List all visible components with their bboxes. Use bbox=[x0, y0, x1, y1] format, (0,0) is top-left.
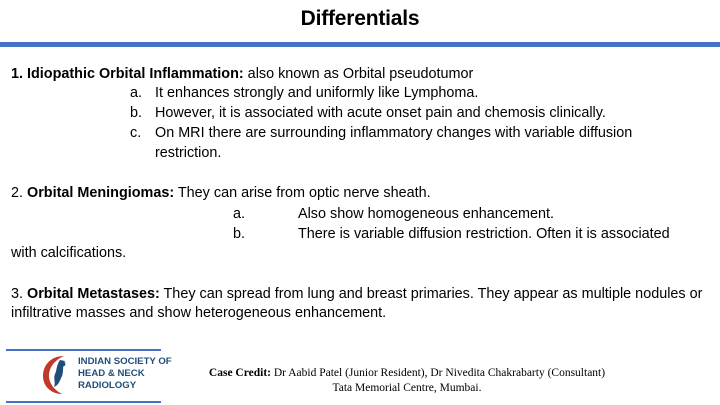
logo-text-line-2: HEAD & NECK bbox=[78, 368, 145, 379]
item2-point-b-label: b. bbox=[233, 226, 246, 242]
item2-point-a-text: Also show homogeneous enhancement. bbox=[298, 206, 555, 222]
footer-bottom-rule bbox=[6, 401, 161, 403]
item2-wrap-text: with calcifications. bbox=[11, 245, 127, 261]
credit-institution: Tata Memorial Centre, Mumbai. bbox=[332, 382, 482, 394]
item3-number: 3. bbox=[11, 286, 24, 302]
logo-text-line-3: RADIOLOGY bbox=[78, 380, 137, 391]
page-title: Differentials bbox=[300, 7, 420, 30]
society-logo-text bbox=[78, 356, 172, 392]
item1-text: also known as Orbital pseudotumor bbox=[243, 66, 474, 82]
item2-line bbox=[11, 183, 431, 203]
item1-number: 1. bbox=[11, 66, 24, 82]
footer-top-rule bbox=[6, 349, 161, 351]
case-credit bbox=[168, 366, 646, 396]
logo-text-line-1: INDIAN SOCIETY OF bbox=[78, 356, 172, 367]
item2-heading: Orbital Meningiomas: bbox=[27, 185, 175, 201]
item1-point-b-text: However, it is associated with acute onset pain and chemosis clinically. bbox=[155, 105, 606, 121]
item3-line bbox=[11, 284, 702, 304]
credit-names: Dr Aabid Patel (Junior Resident), Dr Nivedita Chakrabarty (Consultant) bbox=[271, 367, 606, 379]
item3-heading: Orbital Metastases: bbox=[27, 286, 160, 302]
society-logo-icon bbox=[40, 352, 76, 398]
item1-point-c-label: c. bbox=[130, 125, 142, 141]
item2-point-a-label: a. bbox=[233, 206, 246, 222]
item1-point-c-text: On MRI there are surrounding inflammatory changes with variable diffusion bbox=[155, 125, 633, 141]
item1-point-a-text: It enhances strongly and uniformly like Lymphoma. bbox=[155, 85, 479, 101]
item1-heading: Idiopathic Orbital Inflammation: bbox=[27, 66, 244, 82]
item1-point-a-label: a. bbox=[130, 85, 143, 101]
item2-text: They can arise from optic nerve sheath. bbox=[174, 185, 431, 201]
item1-point-b-label: b. bbox=[130, 105, 143, 121]
item2-point-b-text: There is variable diffusion restriction. Often it is associated bbox=[298, 226, 670, 242]
item1-point-c-text-cont: restriction. bbox=[155, 145, 222, 161]
title-divider bbox=[0, 42, 720, 47]
item3-text-cont: infiltrative masses and show heterogeneous enhancement. bbox=[11, 305, 387, 321]
item3-text: They can spread from lung and breast primaries. They appear as multiple nodules or bbox=[159, 286, 703, 302]
item2-number: 2. bbox=[11, 185, 24, 201]
credit-label: Case Credit: bbox=[208, 367, 271, 379]
item1-line bbox=[11, 64, 473, 84]
